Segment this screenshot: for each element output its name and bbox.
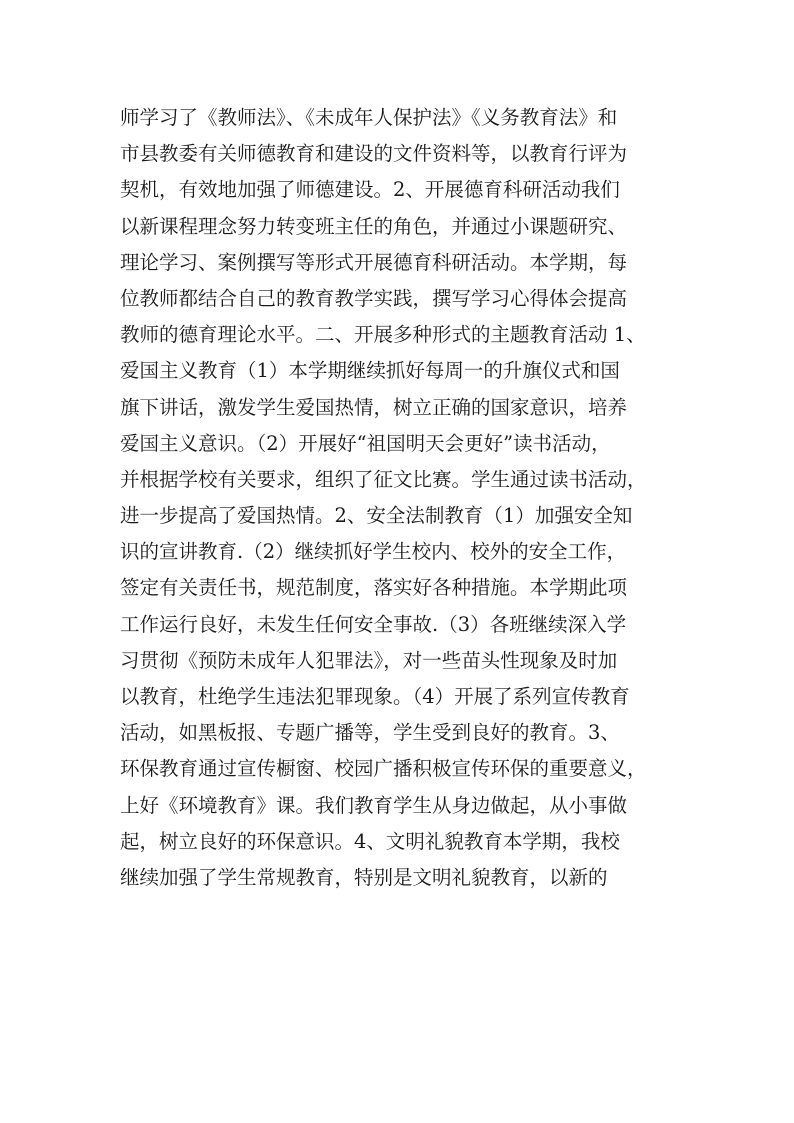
text-line: 旗下讲话，激发学生爱国热情，树立正确的国家意识，培养 <box>120 395 628 419</box>
text-line: 以新课程理念努力转变班主任的角色，并通过小课题研究、 <box>120 214 628 238</box>
text-line: 契机，有效地加强了师德建设。2、开展德育科研活动我们 <box>120 178 620 202</box>
text-line: 进一步提高了爱国热情。2、安全法制教育（1）加强安全知 <box>120 504 633 528</box>
text-line: 活动，如黑板报、专题广播等，学生受到良好的教育。3、 <box>120 721 620 745</box>
text-line: 工作运行良好，未发生任何安全事故.（3）各班继续深入学 <box>120 612 627 636</box>
text-line: 起，树立良好的环保意识。4、文明礼貌教育本学期，我校 <box>120 829 620 853</box>
text-line: 理论学习、案例撰写等形式开展德育科研活动。本学期，每 <box>120 250 628 274</box>
text-line: 习贯彻《预防未成年人犯罪法》，对一些苗头性现象及时加 <box>120 648 618 672</box>
text-line: 爱国主义意识。（2）开展好“祖国明天会更好”读书活动， <box>120 431 611 455</box>
text-line: 并根据学校有关要求，组织了征文比赛。学生通过读书活动， <box>120 467 647 491</box>
text-line: 教师的德育理论水平。二、开展多种形式的主题教育活动 1、 <box>120 323 646 347</box>
text-line: 上好《环境教育》课。我们教育学生从身边做起，从小事做 <box>120 793 628 817</box>
text-line: 师学习了《教师法》、《未成年人保护法》《义务教育法》和 <box>120 106 618 129</box>
text-line: 环保教育通过宣传橱窗、校园广播积极宣传环保的重要意义， <box>120 757 647 781</box>
text-line: 继续加强了学生常规教育，特别是文明礼貌教育，以新的 <box>120 865 608 889</box>
text-line: 以教育，杜绝学生违法犯罪现象。（4）开展了系列宣传教育 <box>120 685 630 708</box>
text-line: 识的宣讲教育.（2）继续抓好学生校内、校外的安全工作， <box>120 540 627 564</box>
text-line: 爱国主义教育（1）本学期继续抓好每周一的升旗仪式和国 <box>120 359 620 383</box>
text-line: 签定有关责任书，规范制度，落实好各种措施。本学期此项 <box>120 576 628 600</box>
text-line: 市县教委有关师德教育和建设的文件资料等，以教育行评为 <box>120 142 628 166</box>
text-line: 位教师都结合自己的教育教学实践，撰写学习心得体会提高 <box>120 286 628 310</box>
body-text <box>120 100 680 896</box>
